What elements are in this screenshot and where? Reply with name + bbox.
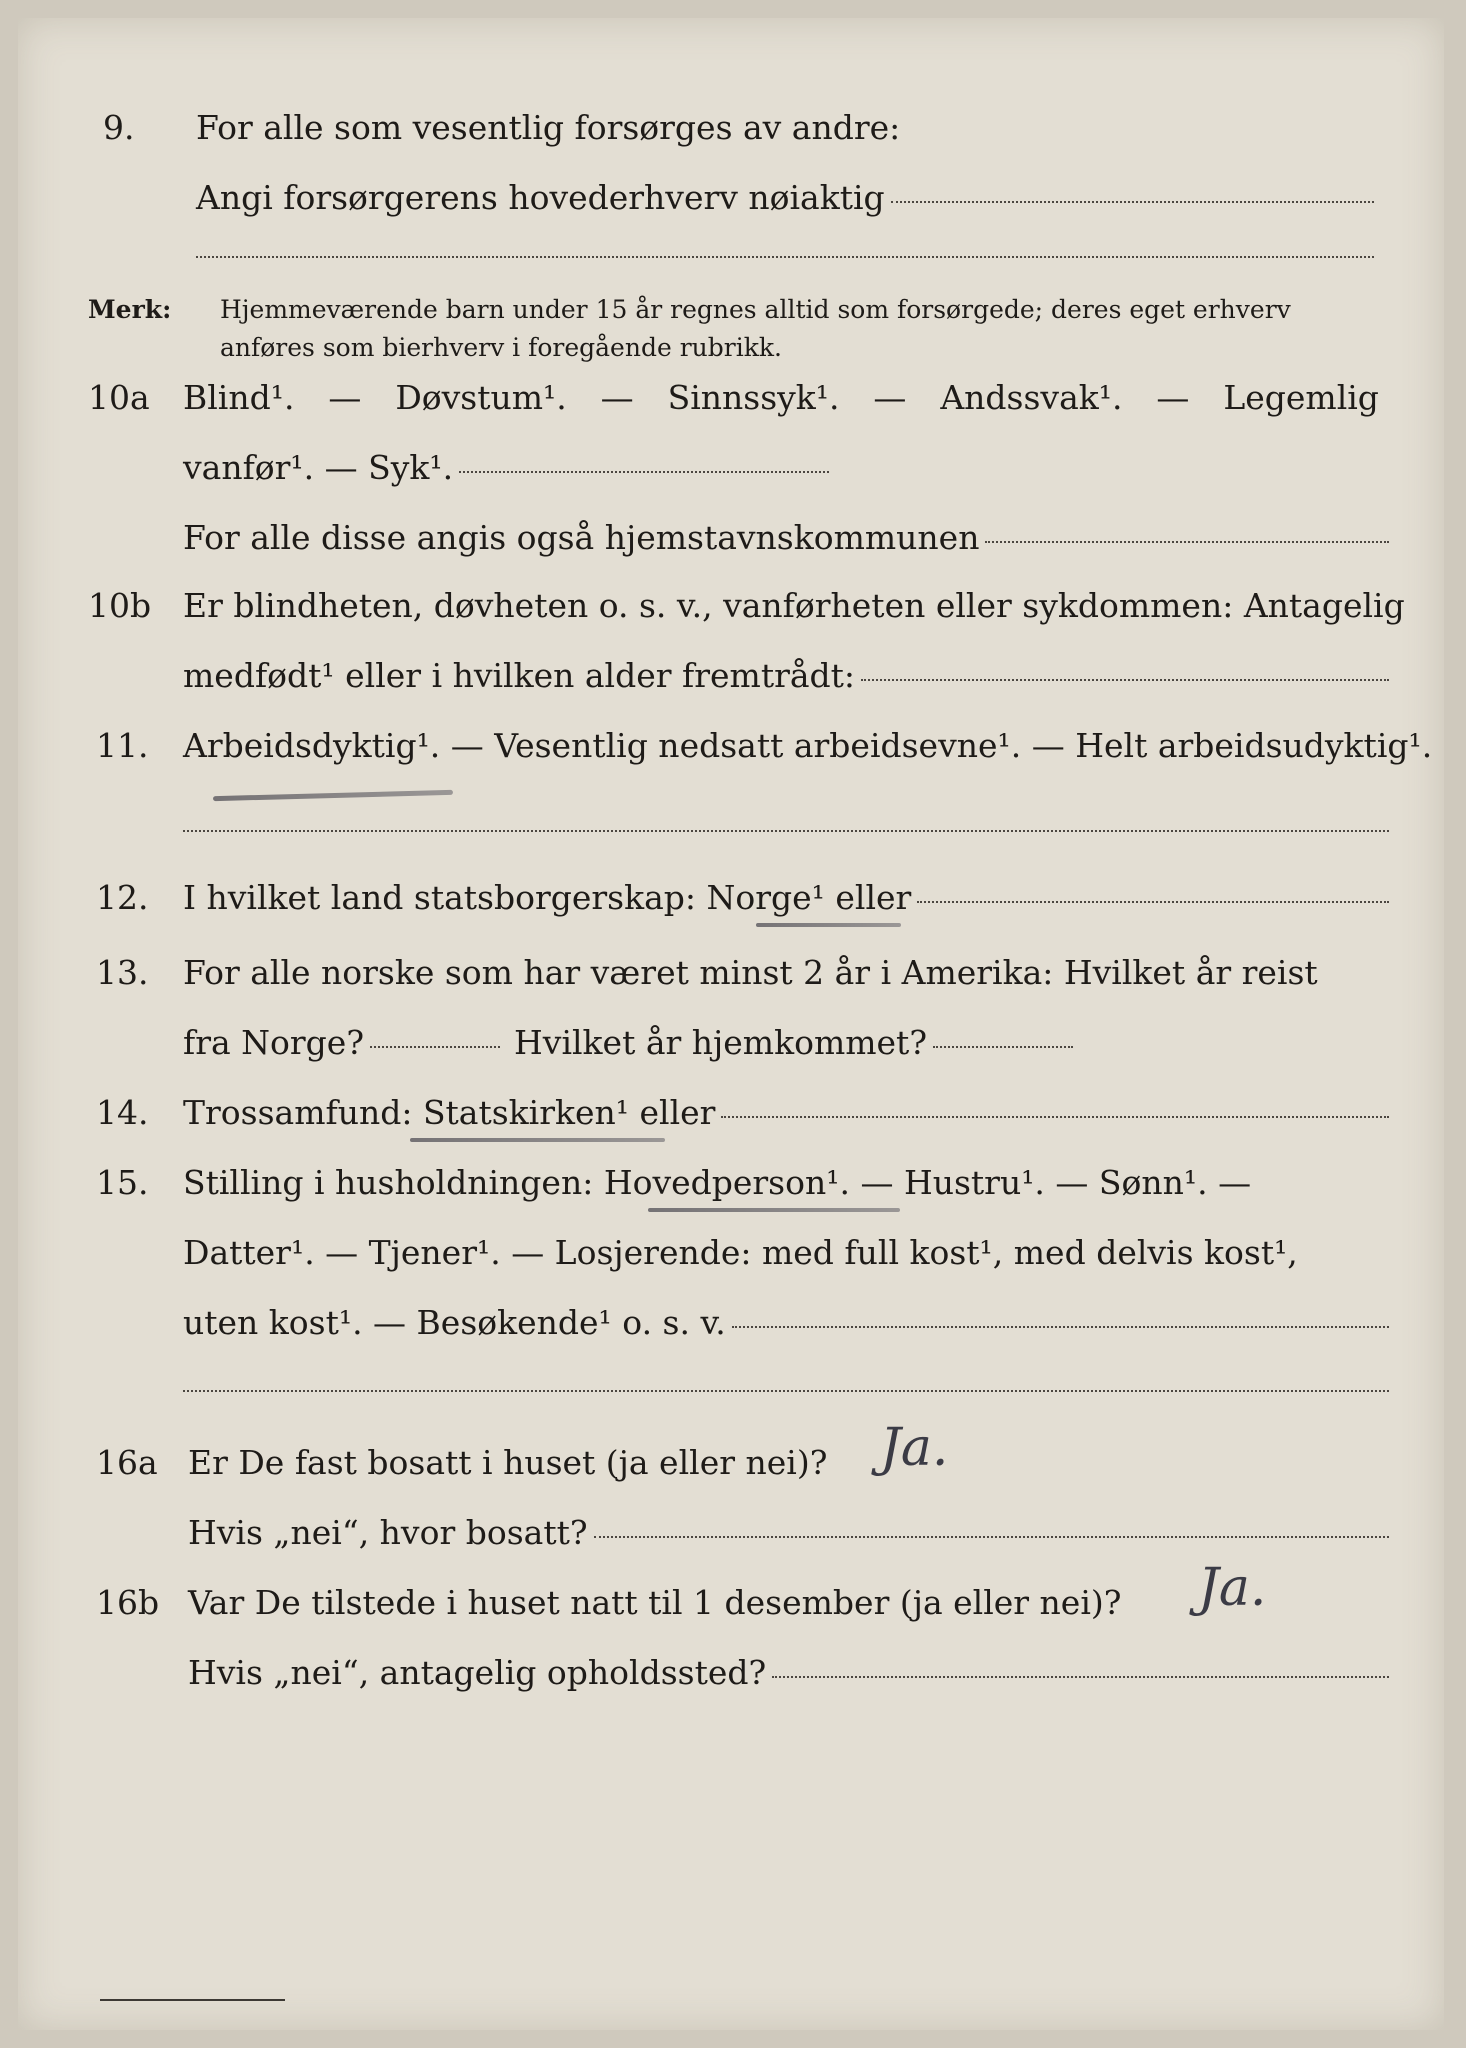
question-text-part: — [873,378,907,417]
question-text: For alle norske som har været minst 2 år i Amerika: Hvilket år reist [183,953,1318,992]
answer-field[interactable] [985,541,1389,543]
question-text: Hvis „nei“, hvor bosatt? [188,1513,588,1552]
answer-field[interactable] [861,679,1389,681]
question-text-part: Sinnssyk¹. [667,378,840,417]
question-text: Stilling i husholdningen: Hovedperson¹. — Hustru¹. — Sønn¹. — [183,1163,1252,1202]
note-text: anføres som bierhverv i foregående rubrikk. [220,333,782,362]
question-text: Hvis „nei“, antagelig opholdssted? [188,1653,767,1692]
question-text: Er De fast bosatt i huset (ja eller nei)? [188,1443,828,1482]
handwritten-answer: Ja. [1198,1558,1267,1618]
question-text-part: — [1156,378,1190,417]
question-text [183,378,1379,418]
question-number: 14. [96,1093,149,1132]
question-text-part: Døvstum¹. [395,378,567,417]
question-number: 10b [88,586,152,625]
handwritten-underline [648,1208,900,1212]
answer-field[interactable] [721,1116,1389,1118]
question-text: Arbeidsdyktig¹. — Vesentlig nedsatt arbeidsevne¹. — Helt arbeidsudyktig¹. [183,726,1433,765]
handwritten-underline [213,790,453,801]
answer-field[interactable] [459,471,829,473]
question-text: Angi forsørgerens hovederhverv nøiaktig [196,178,885,217]
question-text: Var De tilstede i huset natt til 1 desember (ja eller nei)? [188,1583,1122,1622]
question-number: 9. [103,108,135,147]
census-form-page [18,18,1444,2030]
question-text-part: — [328,378,362,417]
question-text: For alle som vesentlig forsørges av andre: [196,108,901,147]
question-text: Trossamfund: Statskirken¹ eller [183,1093,716,1132]
answer-field[interactable] [183,1390,1389,1392]
footnote-rule [100,1999,285,2001]
handwritten-answer: Ja. [880,1418,949,1478]
question-text-part: Blind¹. [183,378,295,417]
answer-field[interactable] [732,1326,1389,1328]
answer-field[interactable] [196,256,1374,258]
answer-field[interactable] [772,1676,1389,1678]
question-number: 15. [96,1163,149,1202]
question-text: fra Norge? [183,1023,365,1062]
question-text: Er blindheten, døvheten o. s. v., vanførheten eller sykdommen: Antagelig [183,586,1405,625]
handwritten-underline [410,1138,665,1142]
question-number: 10a [88,378,150,417]
handwritten-underline [756,923,901,927]
question-text: I hvilket land statsborgerskap: Norge¹ eller [183,878,912,917]
answer-field[interactable] [917,901,1389,903]
question-number: 11. [96,726,149,765]
question-text: medfødt¹ eller i hvilken alder fremtrådt: [183,656,856,695]
answer-field[interactable] [891,201,1374,203]
question-number: 13. [96,953,149,992]
answer-field[interactable] [183,830,1389,832]
question-text: Hvilket år hjemkommet? [514,1023,928,1062]
answer-field-return[interactable] [933,1046,1073,1048]
note-text: Hjemmeværende barn under 15 år regnes alltid som forsørgede; deres eget erhverv [220,295,1291,324]
question-text: vanfør¹. — Syk¹. [183,448,454,487]
question-text: uten kost¹. — Besøkende¹ o. s. v. [183,1303,726,1342]
question-number: 16b [96,1583,160,1622]
question-text: Datter¹. — Tjener¹. — Losjerende: med full kost¹, med delvis kost¹, [183,1233,1298,1272]
question-text: For alle disse angis også hjemstavnskommunen [183,518,980,557]
answer-field[interactable] [594,1536,1389,1538]
question-text-part: Legemlig [1223,378,1379,417]
question-number: 16a [96,1443,158,1482]
question-text-part: — [600,378,634,417]
question-text-part: Andssvak¹. [940,378,1123,417]
note-label: Merk: [88,295,172,324]
question-number: 12. [96,878,149,917]
answer-field-left[interactable] [370,1046,500,1048]
